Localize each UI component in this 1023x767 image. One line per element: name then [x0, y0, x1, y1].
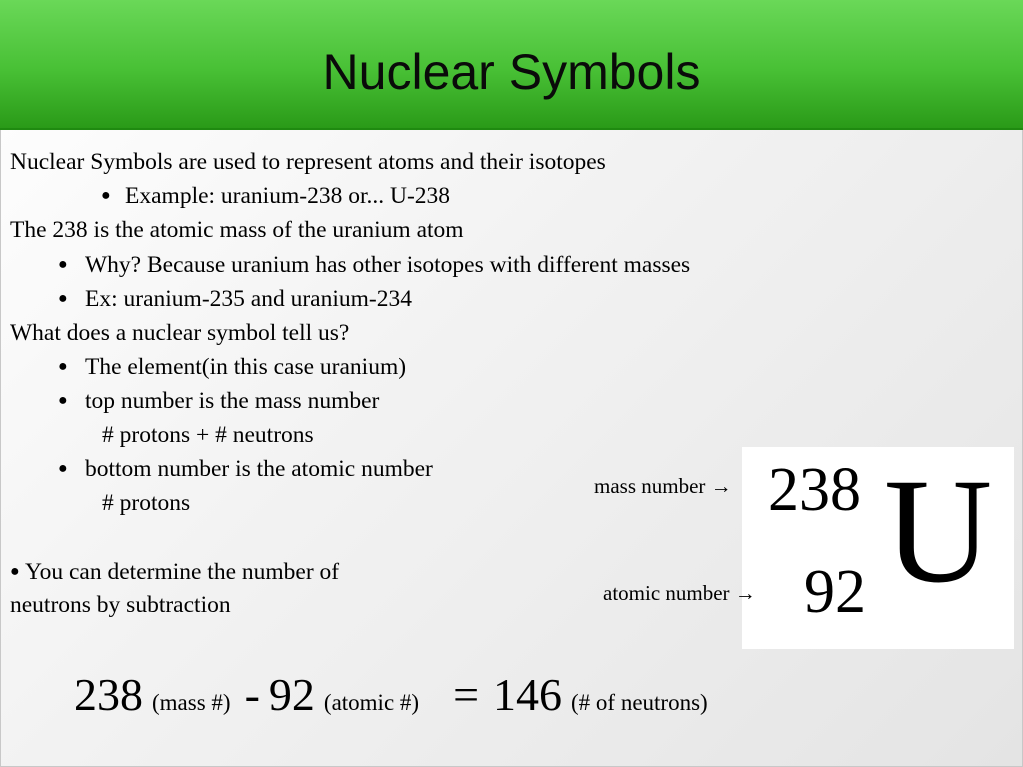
bottom-detail-text: # protons — [102, 490, 191, 516]
equation-minus: - — [244, 669, 260, 720]
slide-title: Nuclear Symbols — [322, 44, 701, 100]
bottom-number-text: bottom number is the atomic number — [85, 456, 433, 482]
atomic-number-label: atomic number → — [603, 581, 756, 605]
example-text: Example: uranium-238 or... U-238 — [125, 183, 451, 209]
equation-equals: = — [453, 669, 480, 720]
bullet-dot: ● — [58, 460, 68, 477]
bullet-dot: ● — [10, 563, 20, 580]
intro-text: Nuclear Symbols are used to represent atoms and their isotopes — [10, 149, 606, 175]
top-number-text: top number is the mass number — [85, 388, 380, 414]
isotopes-example-text: Ex: uranium-235 and uranium-234 — [85, 286, 412, 312]
neutron-equation — [74, 668, 708, 721]
bullet-dot: ● — [101, 187, 111, 204]
equation-mass-value: 238 — [74, 669, 143, 720]
symbol-element-letter: U — [884, 448, 993, 614]
bullet-dot: ● — [58, 256, 68, 273]
equation-atomic-value: 92 — [268, 669, 315, 720]
symbol-mass-number: 238 — [768, 456, 861, 524]
equation-result-note: (# of neutrons) — [571, 690, 708, 715]
equation-atomic-note: (atomic #) — [323, 690, 420, 715]
symbol-atomic-number: 92 — [804, 558, 866, 626]
equation-result: 146 — [493, 669, 563, 720]
mass-number-label: mass number → — [594, 474, 732, 498]
top-detail-text: # protons + # neutrons — [102, 422, 314, 448]
title-bar — [0, 0, 1023, 130]
mass-statement-text: The 238 is the atomic mass of the uranium atom — [10, 217, 464, 243]
determine-text-line1: You can determine the number of — [25, 559, 340, 585]
element-point-text: The element(in this case uranium) — [85, 354, 407, 380]
equation-mass-note: (mass #) — [152, 690, 231, 715]
bullet-dot: ● — [58, 392, 68, 409]
determine-text-line2: neutrons by subtraction — [10, 592, 231, 618]
bullet-dot: ● — [58, 358, 68, 375]
why-text: Why? Because uranium has other isotopes with different masses — [85, 252, 691, 278]
question-text: What does a nuclear symbol tell us? — [10, 320, 350, 346]
bullet-dot: ● — [58, 290, 68, 307]
